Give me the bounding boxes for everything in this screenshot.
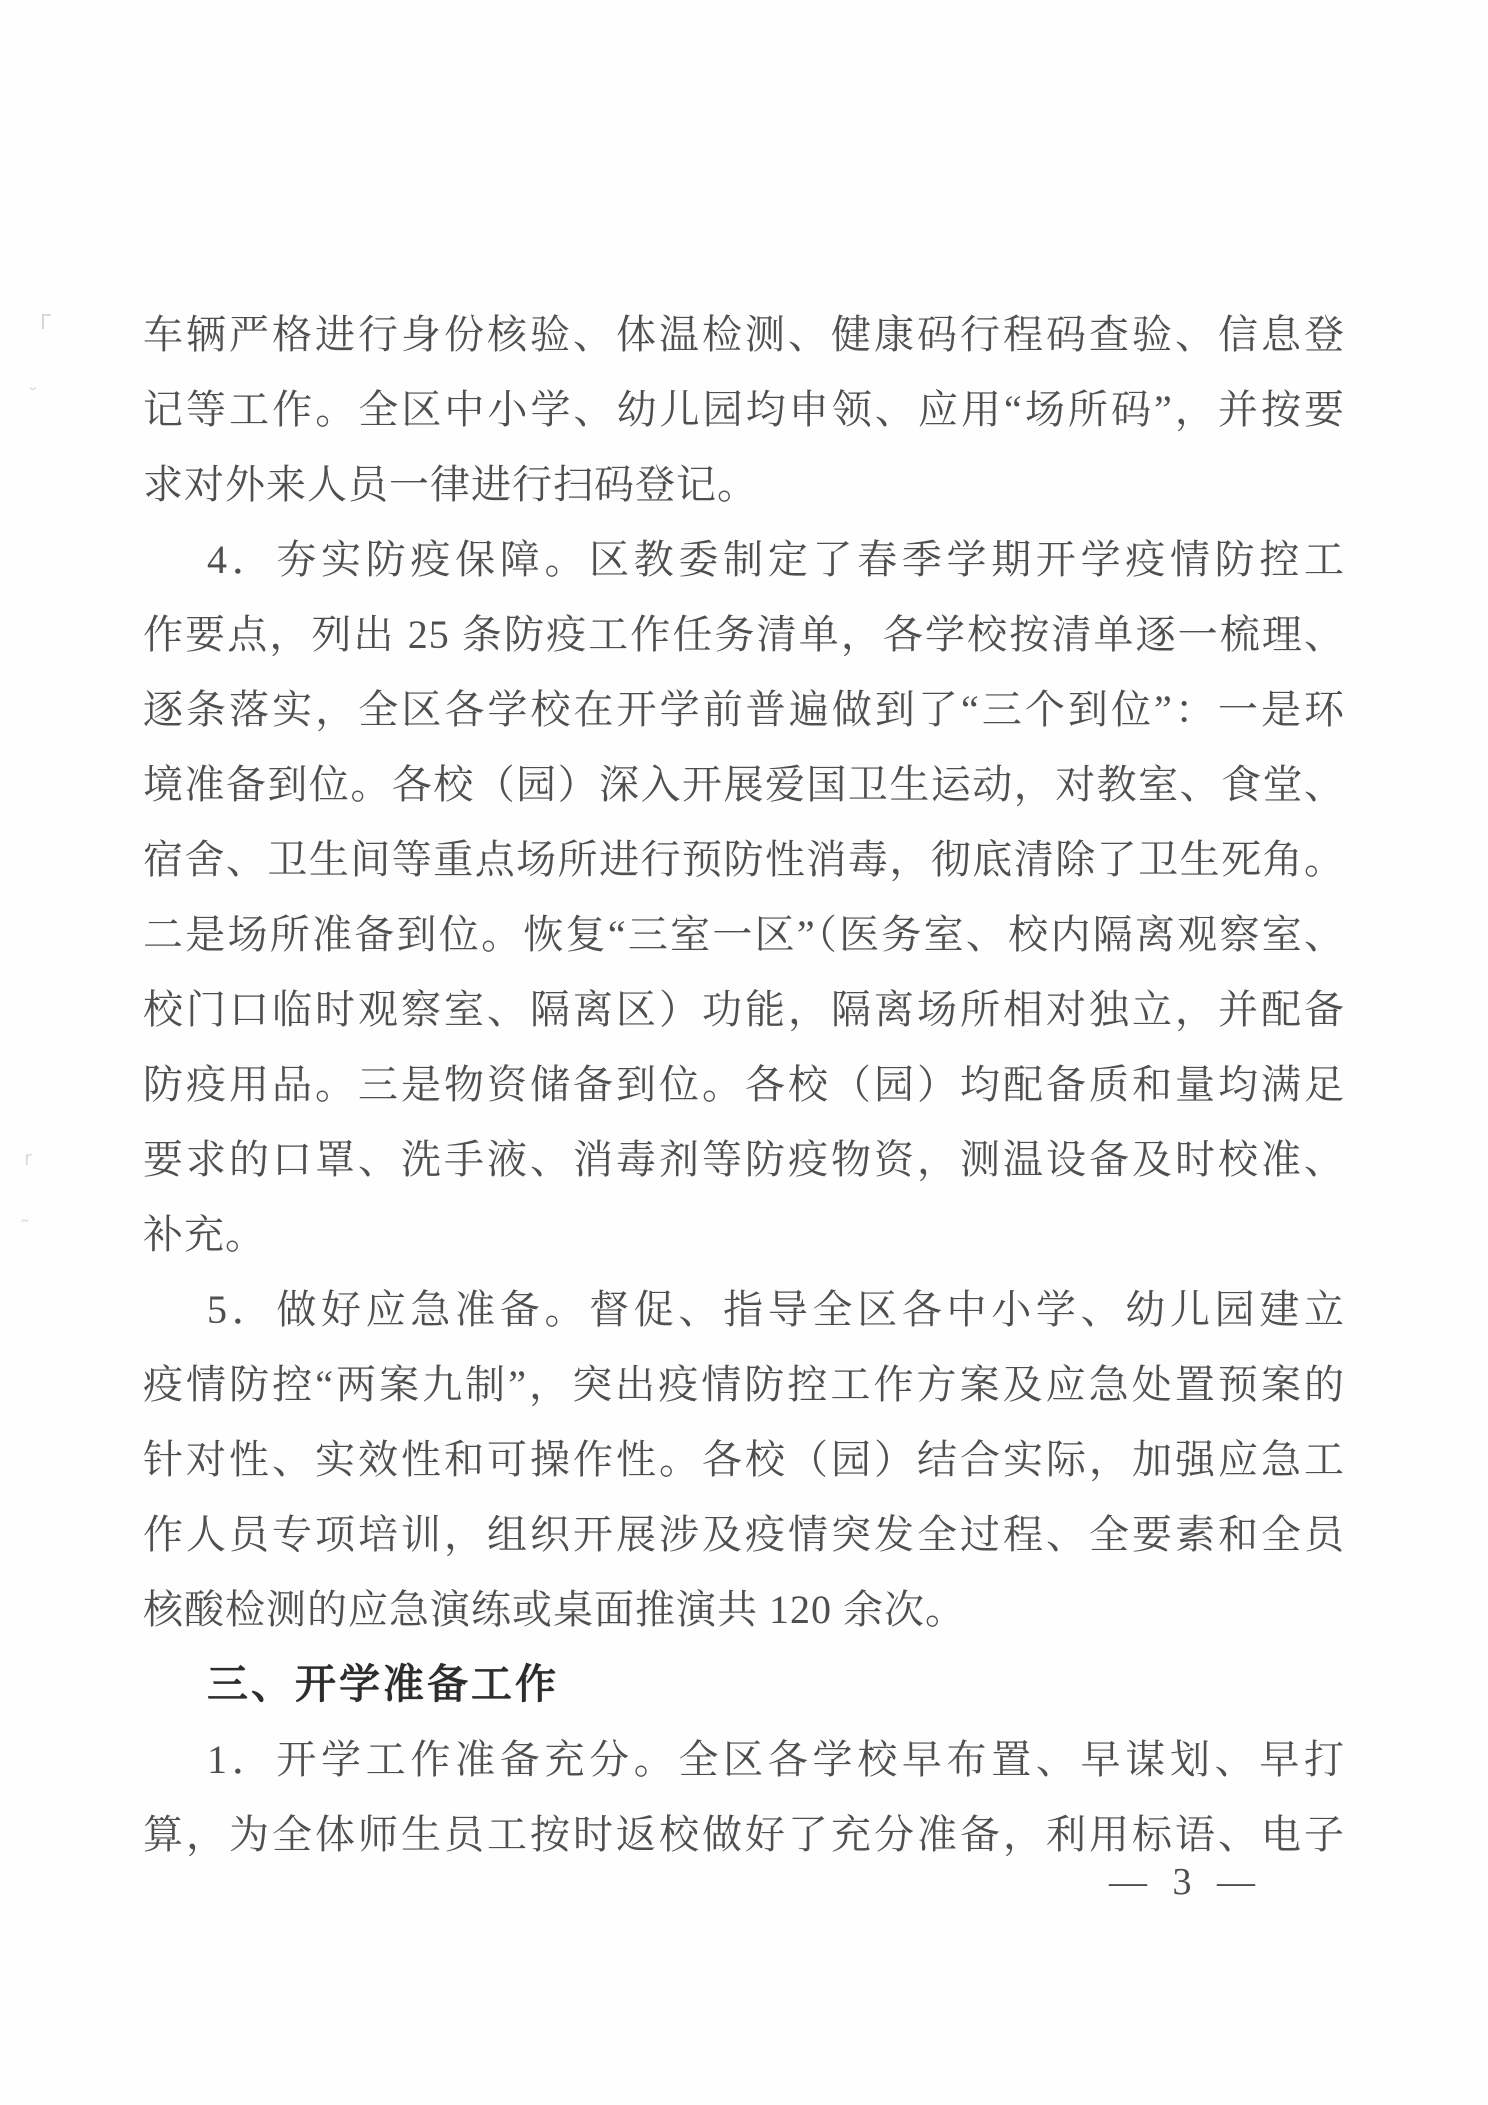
text-line-21: 算，为全体师生员工按时返校做好了充分准备，利用标语、电子	[143, 1812, 1345, 1857]
text-line-9: 二是场所准备到位。恢复“三室一区”（医务室、校内隔离观察室、	[143, 912, 1345, 957]
text-line-4: 4．夯实防疫保障。区教委制定了春季学期开学疫情防控工	[207, 537, 1345, 582]
text-line-20: 1．开学工作准备充分。全区各学校早布置、早谋划、早打	[207, 1737, 1345, 1782]
text-line-8: 宿舍、卫生间等重点场所进行预防性消毒，彻底清除了卫生死角。	[143, 837, 1345, 882]
scan-artifact: ˜	[20, 1216, 30, 1240]
scan-artifact: ˘	[28, 384, 38, 408]
scan-artifact: Γ	[40, 310, 52, 334]
text-line-7: 境准备到位。各校（园）深入开展爱国卫生运动，对教室、食堂、	[143, 762, 1345, 807]
text-line-3: 求对外来人员一律进行扫码登记。	[143, 462, 758, 507]
text-line-14: 5．做好应急准备。督促、指导全区各中小学、幼儿园建立	[207, 1287, 1345, 1332]
text-line-18: 核酸检测的应急演练或桌面推演共 120 余次。	[143, 1587, 966, 1632]
text-line-5: 作要点，列出 25 条防疫工作任务清单，各学校按清单逐一梳理、	[143, 612, 1345, 657]
text-line-11: 防疫用品。三是物资储备到位。各校（园）均配备质和量均满足	[143, 1062, 1345, 1107]
scan-artifact: r	[24, 1146, 33, 1170]
text-line-6: 逐条落实，全区各学校在开学前普遍做到了“三个到位”：一是环	[143, 687, 1345, 732]
text-line-13: 补充。	[143, 1212, 266, 1257]
text-line-2: 记等工作。全区中小学、幼儿园均申领、应用“场所码”，并按要	[143, 387, 1345, 432]
text-line-17: 作人员专项培训，组织开展涉及疫情突发全过程、全要素和全员	[143, 1512, 1345, 1557]
text-line-1: 车辆严格进行身份核验、体温检测、健康码行程码查验、信息登	[143, 312, 1345, 357]
text-line-15: 疫情防控“两案九制”，突出疫情防控工作方案及应急处置预案的	[143, 1362, 1345, 1407]
document-body	[143, 297, 1345, 1872]
text-line-12: 要求的口罩、洗手液、消毒剂等防疫物资，测温设备及时校准、	[143, 1137, 1345, 1182]
section-heading: 三、开学准备工作	[207, 1661, 559, 1707]
text-line-16: 针对性、实效性和可操作性。各校（园）结合实际，加强应急工	[143, 1437, 1345, 1482]
page-number: — 3 —	[1109, 1861, 1263, 1903]
text-line-10: 校门口临时观察室、隔离区）功能，隔离场所相对独立，并配备	[143, 987, 1345, 1032]
